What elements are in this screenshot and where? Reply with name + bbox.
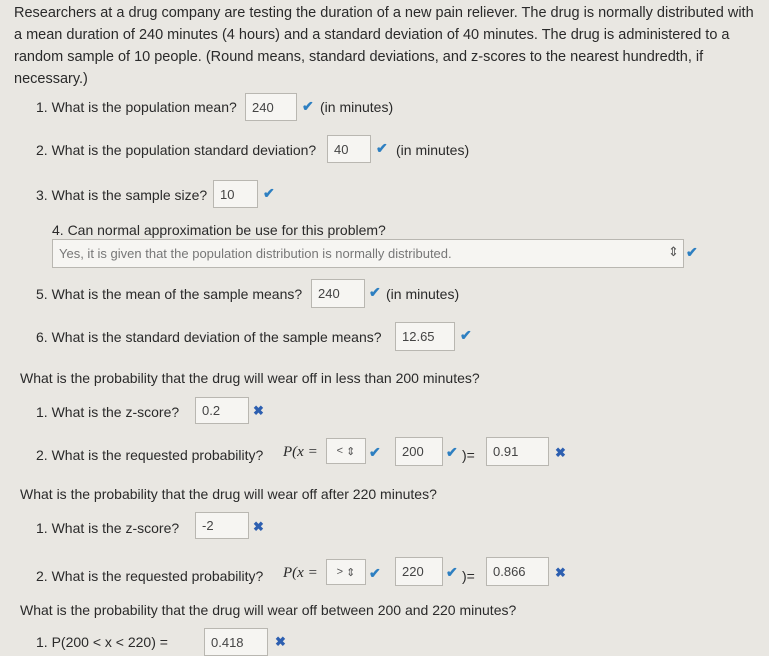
check-icon: ✔ — [263, 185, 275, 201]
check-icon: ✔ — [369, 444, 381, 460]
part-a-result-field[interactable]: 0.91 — [486, 437, 549, 466]
check-icon: ✔ — [302, 98, 314, 114]
dropdown-arrow-icon: ⇕ — [346, 566, 356, 579]
q2-label: 2. What is the population standard deviation? — [36, 142, 317, 158]
part-b-operator-select[interactable] — [326, 559, 366, 585]
part-b-p-label: 2. What is the requested probability? — [36, 568, 264, 584]
check-icon: ✔ — [446, 444, 458, 460]
q6-answer-field[interactable]: 12.65 — [395, 322, 455, 351]
part-b-z-label: 1. What is the z-score? — [36, 520, 180, 536]
part-b-z-field[interactable]: -2 — [195, 512, 249, 539]
problem-statement: Researchers at a drug company are testing the duration of a new pain reliever. The drug is normally distributed with a mean duration of 240 minutes (4 hours) and a standard deviation of 40 minutes. The drug is administered to a random sample of 10 people. (Round means, standard deviations, and z-scores to the nearest hundredth, if necessary.) — [14, 5, 754, 87]
part-c-result-field[interactable]: 0.418 — [204, 628, 268, 656]
dropdown-arrow-icon[interactable]: ⇕ — [668, 244, 679, 259]
q3-answer-field[interactable]: 10 — [213, 180, 258, 208]
cross-icon: ✖ — [253, 403, 264, 418]
part-c-question: What is the probability that the drug will wear off between 200 and 220 minutes? — [20, 602, 517, 618]
part-c-p-label: 1. P(200 < x < 220) = — [36, 634, 168, 650]
part-a-x-field[interactable]: 200 — [395, 437, 443, 466]
part-b-question: What is the probability that the drug will wear off after 220 minutes? — [20, 486, 437, 502]
q5-label: 5. What is the mean of the sample means? — [36, 286, 303, 302]
part-a-z-label: 1. What is the z-score? — [36, 404, 180, 420]
q4-answer-dropdown[interactable]: Yes, it is given that the population distribution is normally distributed. — [52, 239, 684, 268]
q2-answer-field[interactable]: 40 — [327, 135, 371, 163]
q2-unit: (in minutes) — [396, 142, 470, 158]
check-icon: ✔ — [369, 284, 381, 300]
part-a-close: )= — [462, 447, 475, 463]
q5-answer-field[interactable]: 240 — [311, 279, 365, 308]
q4-label: 4. Can normal approximation be use for this problem? — [52, 222, 386, 238]
q6-label: 6. What is the standard deviation of the sample means? — [36, 329, 382, 345]
operator-value: < — [336, 445, 344, 457]
part-b-result-field[interactable]: 0.866 — [486, 557, 549, 586]
q5-unit: (in minutes) — [386, 286, 460, 302]
q1-label: 1. What is the population mean? — [36, 99, 237, 115]
cross-icon: ✖ — [555, 445, 566, 460]
q1-answer-field[interactable]: 240 — [245, 93, 297, 121]
part-a-z-field[interactable]: 0.2 — [195, 397, 249, 424]
check-icon: ✔ — [686, 244, 698, 260]
q1-unit: (in minutes) — [320, 99, 394, 115]
check-icon: ✔ — [446, 564, 458, 580]
part-a-p-prefix: P(x = — [283, 444, 318, 460]
part-b-x-field[interactable]: 220 — [395, 557, 443, 586]
cross-icon: ✖ — [275, 634, 286, 649]
q3-label: 3. What is the sample size? — [36, 187, 208, 203]
check-icon: ✔ — [376, 140, 388, 156]
cross-icon: ✖ — [253, 519, 264, 534]
dropdown-arrow-icon: ⇕ — [346, 445, 356, 458]
part-a-question: What is the probability that the drug will wear off in less than 200 minutes? — [20, 370, 480, 386]
operator-value: > — [336, 566, 344, 578]
part-b-close: )= — [462, 568, 475, 584]
part-b-p-prefix: P(x = — [283, 565, 318, 581]
part-a-p-label: 2. What is the requested probability? — [36, 447, 264, 463]
part-a-operator-select[interactable] — [326, 438, 366, 464]
check-icon: ✔ — [460, 327, 472, 343]
check-icon: ✔ — [369, 565, 381, 581]
cross-icon: ✖ — [555, 565, 566, 580]
